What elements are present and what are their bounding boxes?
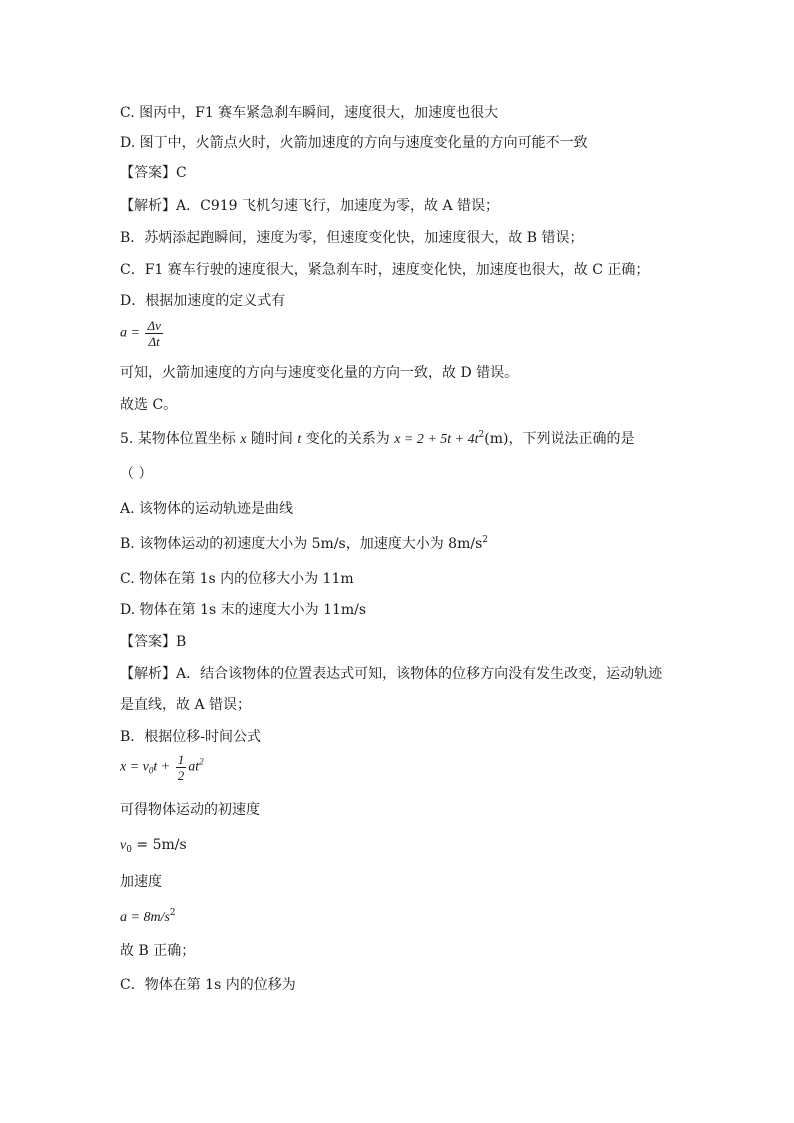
explanation-2-a: 【解析】A．结合该物体的位置表达式可知，该物体的位移方向没有发生改变，运动轨迹 bbox=[120, 666, 663, 682]
v0-sub: 0 bbox=[126, 845, 132, 855]
q5-var-x: x bbox=[240, 432, 247, 447]
q5-unit: (m) bbox=[484, 431, 509, 447]
explanation-2-e: 可得物体运动的初速度 bbox=[120, 802, 260, 818]
formula-displacement bbox=[120, 752, 204, 783]
f2-sub: 0 bbox=[148, 765, 154, 776]
explanation-a: 【解析】A．C919 飞机匀速飞行，加速度为零，故 A 错误； bbox=[120, 198, 500, 214]
explanation-c: C．F1 赛车行驶的速度很大，紧急刹车时，速度变化快，加速度也很大，故 C 正确； bbox=[120, 262, 650, 278]
a-exponent: 2 bbox=[169, 908, 176, 918]
f2-denominator: 2 bbox=[177, 768, 185, 783]
v0-value: = 5m/s bbox=[136, 837, 187, 853]
formula-fraction bbox=[145, 318, 162, 349]
f2-t: t + bbox=[153, 759, 171, 775]
f2-lhs: x = v bbox=[120, 759, 149, 775]
q5-text-4: ，下列说法正确的是 bbox=[508, 431, 635, 447]
f2-numerator: 1 bbox=[177, 752, 185, 767]
explanation-2-j: C．物体在第 1s 内的位移为 bbox=[120, 977, 296, 993]
f2-fraction bbox=[176, 752, 187, 783]
explanation-2-i: 故 B 正确； bbox=[120, 943, 196, 959]
answer-label-2: 【答案】B bbox=[120, 634, 187, 650]
option-a: A. 该物体的运动轨迹是曲线 bbox=[120, 501, 294, 517]
explanation-2-b: 是直线，故 A 错误； bbox=[120, 697, 252, 713]
question-5-stem bbox=[120, 430, 634, 449]
q5-text-2: 随时间 bbox=[246, 431, 298, 447]
formula-acceleration-definition bbox=[120, 318, 165, 349]
option-c-line: C. 图丙中，F1 赛车紧急刹车瞬间，速度很大，加速度也很大 bbox=[120, 105, 499, 121]
conclusion-line: 可知，火箭加速度的方向与速度变化量的方向一致，故 D 错误。 bbox=[120, 365, 519, 381]
q5-equation: x = 2 + 5t + 4t bbox=[394, 432, 479, 447]
fraction-numerator: Δv bbox=[147, 318, 161, 333]
option-d: D. 物体在第 1s 末的速度大小为 11m/s bbox=[120, 602, 367, 618]
explanation-2-g: 加速度 bbox=[120, 874, 162, 890]
option-b bbox=[120, 535, 488, 553]
q5-text-1: 5. 某物体位置坐标 bbox=[120, 431, 241, 447]
option-b-text: B. 该物体运动的初速度大小为 5m/s，加速度大小为 8m/s bbox=[120, 536, 483, 552]
answer-label-1: 【答案】C bbox=[120, 165, 187, 181]
option-b-exponent: 2 bbox=[482, 535, 488, 545]
formula-lhs: a = bbox=[120, 325, 140, 341]
f2-exponent: 2 bbox=[199, 756, 204, 767]
v0-equation bbox=[120, 836, 187, 855]
a-value: a = 8m/s bbox=[120, 910, 170, 925]
explanation-d: D．根据加速度的定义式有 bbox=[120, 293, 286, 309]
a-equation bbox=[120, 908, 176, 927]
option-c: C. 物体在第 1s 内的位移大小为 11m bbox=[120, 571, 354, 587]
fraction-denominator: Δt bbox=[148, 334, 160, 349]
q5-var-t: t bbox=[297, 432, 302, 447]
explanation-b: B．苏炳添起跑瞬间，速度为零，但速度变化快，加速度很大，故 B 错误； bbox=[120, 230, 584, 246]
q5-exponent: 2 bbox=[478, 430, 485, 440]
explanation-2-c: B．根据位移-时间公式 bbox=[120, 729, 262, 745]
v0-symbol: v bbox=[120, 838, 127, 853]
q5-text-3: 变化的关系为 bbox=[301, 431, 395, 447]
question-5-paren: （ ） bbox=[120, 466, 153, 482]
choice-line: 故选 C。 bbox=[120, 397, 178, 413]
option-d-line: D. 图丁中，火箭点火时，火箭加速度的方向与速度变化量的方向可能不一致 bbox=[120, 135, 588, 151]
f2-rest: at bbox=[188, 759, 200, 775]
